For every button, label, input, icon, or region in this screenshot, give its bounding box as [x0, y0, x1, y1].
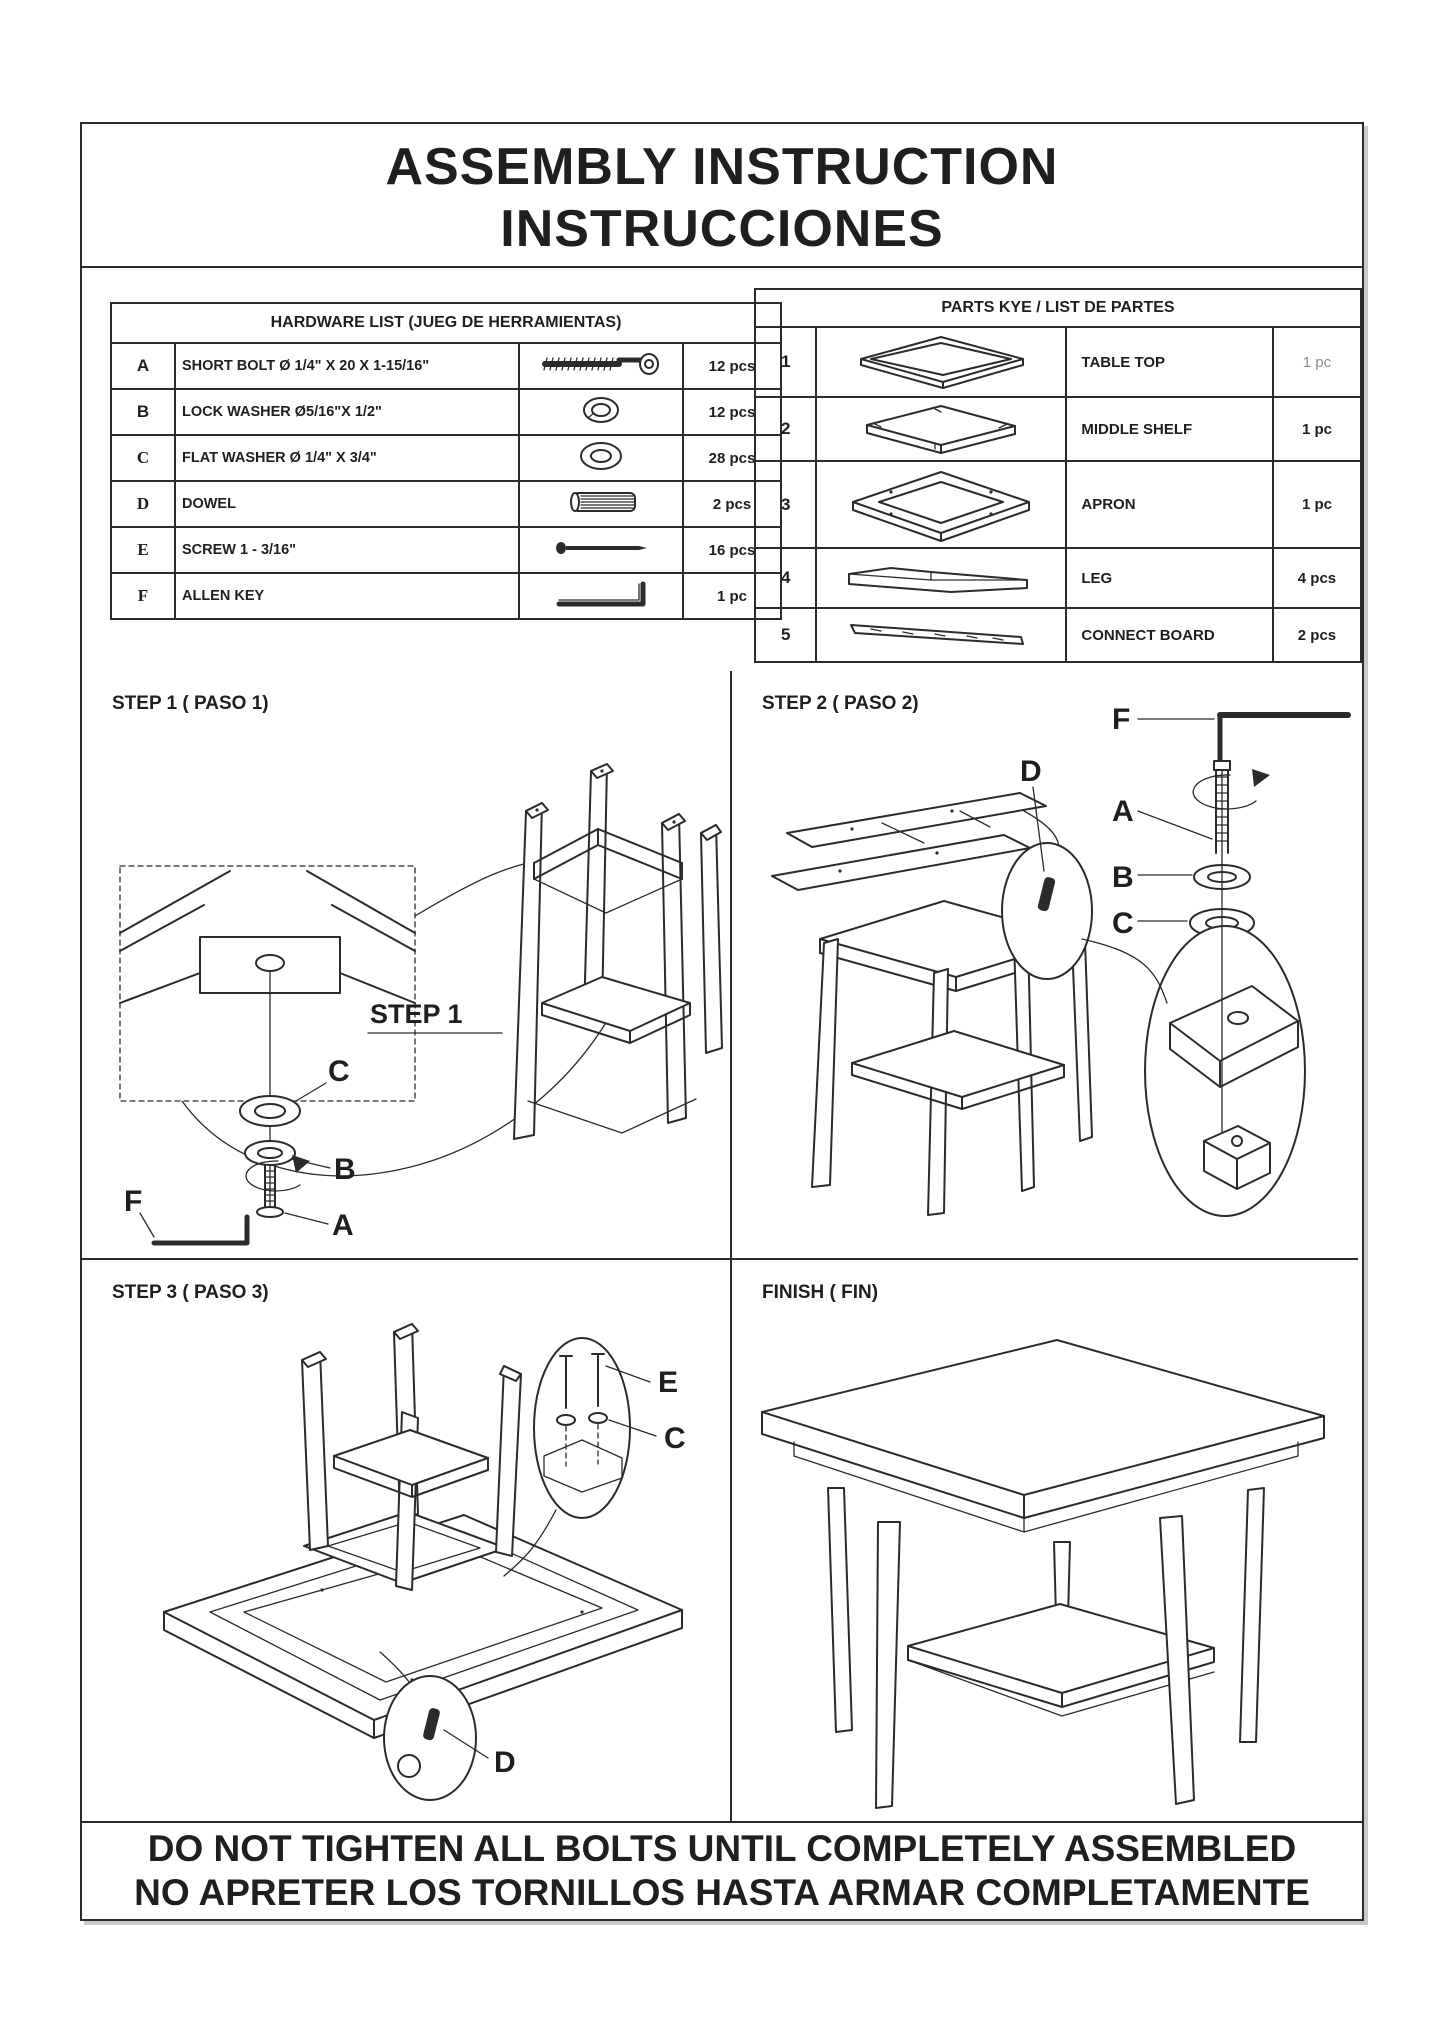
connect-board-drawing	[831, 611, 1051, 655]
dowel-icon	[531, 485, 671, 519]
step2-panel	[732, 671, 1358, 1260]
part-number: 3	[755, 461, 816, 548]
screw-icon	[531, 533, 671, 563]
middle-shelf-drawing	[831, 399, 1051, 455]
hardware-desc: DOWEL	[175, 481, 519, 527]
table-row	[111, 389, 781, 435]
apron-drawing	[831, 462, 1051, 542]
finish-drawing	[762, 1340, 1324, 1808]
part-qty: 2 pcs	[1273, 608, 1361, 662]
hardware-desc: LOCK WASHER Ø5/16"X 1/2"	[175, 389, 519, 435]
title-block	[82, 124, 1362, 268]
callout-label-f: F	[1112, 703, 1131, 736]
part-name: APRON	[1066, 461, 1273, 548]
hardware-qty: 1 pc	[683, 573, 781, 619]
callout-label-c: C	[664, 1422, 686, 1455]
hardware-key: B	[111, 389, 175, 435]
part-number: 2	[755, 397, 816, 461]
step1-inset-label: STEP 1	[370, 999, 463, 1029]
callout-label-e: E	[658, 1366, 679, 1399]
step3-diagram	[82, 1260, 730, 1821]
callout-label-b: B	[334, 1153, 356, 1186]
part-name: TABLE TOP	[1066, 327, 1273, 397]
hardware-key: A	[111, 343, 175, 389]
hardware-desc: FLAT WASHER Ø 1/4" X 3/4"	[175, 435, 519, 481]
callout-label-a: A	[332, 1209, 354, 1242]
step3-panel	[82, 1260, 732, 1821]
part-number: 5	[755, 608, 816, 662]
hardware-desc: ALLEN KEY	[175, 573, 519, 619]
lock-washer-icon	[531, 392, 671, 428]
part-number: 4	[755, 548, 816, 608]
callout-label-d: D	[1020, 755, 1042, 788]
table-header-row	[111, 303, 781, 343]
table-row	[755, 608, 1361, 662]
part-qty: 1 pc	[1273, 461, 1361, 548]
step1-label: STEP 1 ( PASO 1)	[112, 693, 269, 714]
step2-label: STEP 2 ( PASO 2)	[762, 693, 919, 714]
table-top-drawing	[831, 329, 1051, 391]
page-title-spanish: INSTRUCCIONES	[500, 200, 944, 258]
hardware-desc: SHORT BOLT Ø 1/4" X 20 X 1-15/16"	[175, 343, 519, 389]
finish-panel	[732, 1260, 1358, 1821]
part-name: CONNECT BOARD	[1066, 608, 1273, 662]
parts-key-title: PARTS KYE / LIST DE PARTES	[755, 289, 1361, 327]
parts-key-table	[754, 288, 1362, 663]
part-qty: 1 pc	[1273, 397, 1361, 461]
leg-drawing	[831, 550, 1051, 602]
page-title: ASSEMBLY INSTRUCTION	[385, 138, 1059, 196]
short-bolt-icon	[531, 346, 671, 382]
step2-drawing	[772, 715, 1348, 1216]
callout-label-b: B	[1112, 861, 1134, 894]
step1-panel	[82, 671, 732, 1260]
part-qty: 1 pc	[1273, 327, 1361, 397]
flat-washer-icon	[531, 437, 671, 475]
table-row	[111, 527, 781, 573]
hardware-qty: 2 pcs	[683, 481, 781, 527]
part-name: LEG	[1066, 548, 1273, 608]
finish-diagram	[732, 1260, 1358, 1821]
hardware-qty: 12 pcs	[683, 343, 781, 389]
hardware-desc: SCREW 1 - 3/16"	[175, 527, 519, 573]
table-row	[755, 397, 1361, 461]
hardware-key: C	[111, 435, 175, 481]
warning-line-spanish: NO APRETER LOS TORNILLOS HASTA ARMAR COMPLETAMENTE	[134, 1872, 1310, 1913]
table-row	[111, 481, 781, 527]
hardware-key: F	[111, 573, 175, 619]
step2-diagram	[732, 671, 1358, 1258]
document-frame	[80, 122, 1364, 1921]
part-number: 1	[755, 327, 816, 397]
step3-drawing	[164, 1324, 682, 1800]
finish-label: FINISH ( FIN)	[762, 1282, 879, 1303]
warning-line-english: DO NOT TIGHTEN ALL BOLTS UNTIL COMPLETELY ASSEMBLED	[147, 1828, 1297, 1869]
hardware-list-title: HARDWARE LIST (JUEG DE HERRAMIENTAS)	[111, 303, 781, 343]
hardware-qty: 12 pcs	[683, 389, 781, 435]
callout-label-d: D	[494, 1746, 516, 1779]
allen-key-icon	[531, 576, 671, 612]
table-header-row	[755, 289, 1361, 327]
table-row	[111, 343, 781, 389]
table-row	[755, 461, 1361, 548]
hardware-qty: 28 pcs	[683, 435, 781, 481]
warning-box	[82, 1821, 1362, 1917]
part-name: MIDDLE SHELF	[1066, 397, 1273, 461]
hardware-key: E	[111, 527, 175, 573]
table-row	[111, 435, 781, 481]
step3-label: STEP 3 ( PASO 3)	[112, 1282, 269, 1303]
callout-label-c: C	[328, 1055, 350, 1088]
table-row	[755, 327, 1361, 397]
hardware-key: D	[111, 481, 175, 527]
steps-grid	[82, 671, 1362, 1821]
callout-label-c: C	[1112, 907, 1134, 940]
callout-label-a: A	[1112, 795, 1134, 828]
hardware-qty: 16 pcs	[683, 527, 781, 573]
tables-section	[82, 268, 1362, 671]
callout-label-f: F	[124, 1185, 143, 1218]
hardware-list-table	[110, 302, 782, 620]
step1-diagram	[82, 671, 730, 1258]
table-row	[111, 573, 781, 619]
table-row	[755, 548, 1361, 608]
part-qty: 4 pcs	[1273, 548, 1361, 608]
